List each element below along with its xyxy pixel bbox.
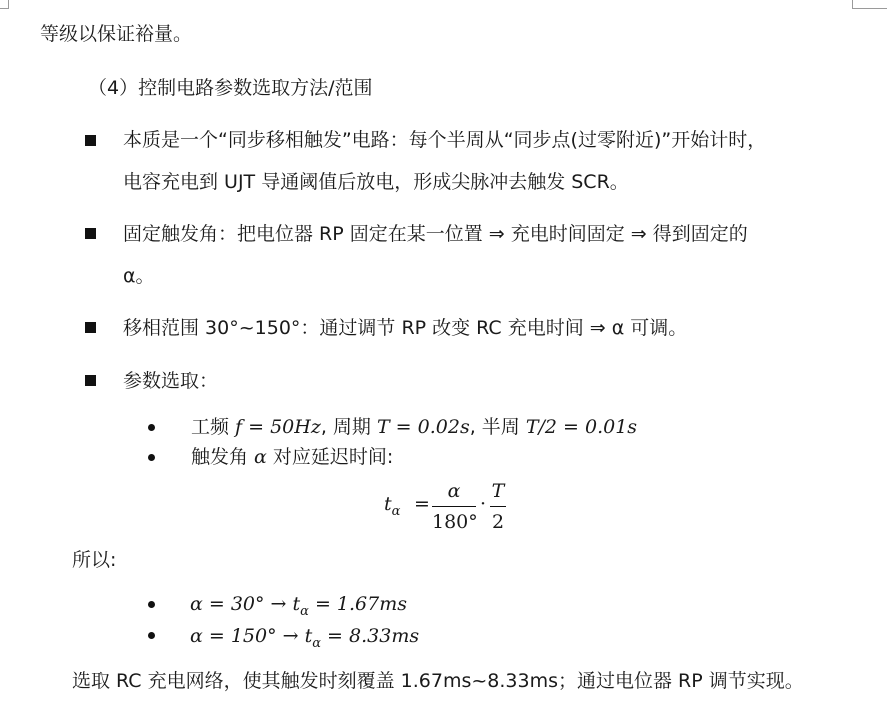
paragraph-line: 等级以保证裕量。 [40, 23, 193, 45]
round-bullet-icon [148, 424, 155, 431]
square-bullet-icon [85, 322, 96, 333]
math-alpha: α [254, 446, 267, 468]
math-frequency: f = 50Hz [235, 416, 321, 438]
formula-lhs: $t_\alpha$ [384, 493, 401, 519]
sub1-label: 工频 [191, 416, 236, 438]
fraction-numerator: α [447, 480, 461, 502]
sub-bullet2 [191, 444, 393, 470]
fraction-numerator: T [491, 480, 505, 502]
result-line-30: $\alpha = 30^\circ \to t_\alpha = 1.67ms$ [190, 593, 407, 619]
sub1-sep1: , 周期 [320, 416, 377, 438]
round-bullet-icon [148, 454, 155, 461]
bullet2-line2: α。 [123, 265, 155, 287]
fraction-bar [490, 506, 506, 507]
square-bullet-icon [85, 135, 96, 146]
formula-equals: = [414, 493, 430, 515]
square-bullet-icon [85, 228, 96, 239]
round-bullet-icon [148, 632, 155, 639]
bullet3-line: 移相范围 30°~150°：通过调节 RP 改变 RC 充电时间 ⇒ α 可调。 [123, 317, 688, 339]
so-label: 所以: [72, 549, 117, 571]
fraction-denominator: 180° [432, 511, 478, 533]
page-corner-mark-right [852, 0, 887, 9]
fraction-denominator: 2 [491, 511, 505, 533]
square-bullet-icon [85, 375, 96, 386]
sub-bullet1 [191, 414, 637, 440]
fraction-bar [432, 506, 476, 507]
round-bullet-icon [148, 601, 155, 608]
bullet1-line1: 本质是一个“同步移相触发”电路：每个半周从“同步点(过零附近)”开始计时， [123, 129, 767, 151]
sub1-sep2: , 半周 [469, 416, 526, 438]
math-half-period: T/2 = 0.01s [525, 416, 638, 438]
fraction-alpha-over-180 [432, 478, 476, 535]
page-corner-mark-left [0, 0, 9, 9]
math-period: T = 0.02s [376, 416, 470, 438]
closing-line: 选取 RC 充电网络，使其触发时刻覆盖 1.67ms~8.33ms；通过电位器 RP 调节实现。 [72, 670, 804, 692]
sub2-tail: 对应延迟时间: [266, 446, 394, 468]
section-heading: （4）控制电路参数选取方法/范围 [88, 77, 373, 99]
fraction-T-over-2 [490, 478, 506, 535]
sub2-label: 触发角 [191, 446, 255, 468]
formula-dot: · [480, 493, 487, 515]
result-line-150: $\alpha = 150^\circ \to t_\alpha = 8.33ms$ [190, 625, 420, 651]
bullet2-line1: 固定触发角：把电位器 RP 固定在某一位置 ⇒ 充电时间固定 ⇒ 得到固定的 [123, 223, 748, 245]
delay-formula [384, 476, 524, 536]
bullet1-line2: 电容充电到 UJT 导通阈值后放电，形成尖脉冲去触发 SCR。 [123, 171, 629, 193]
bullet4-line: 参数选取： [123, 370, 219, 392]
